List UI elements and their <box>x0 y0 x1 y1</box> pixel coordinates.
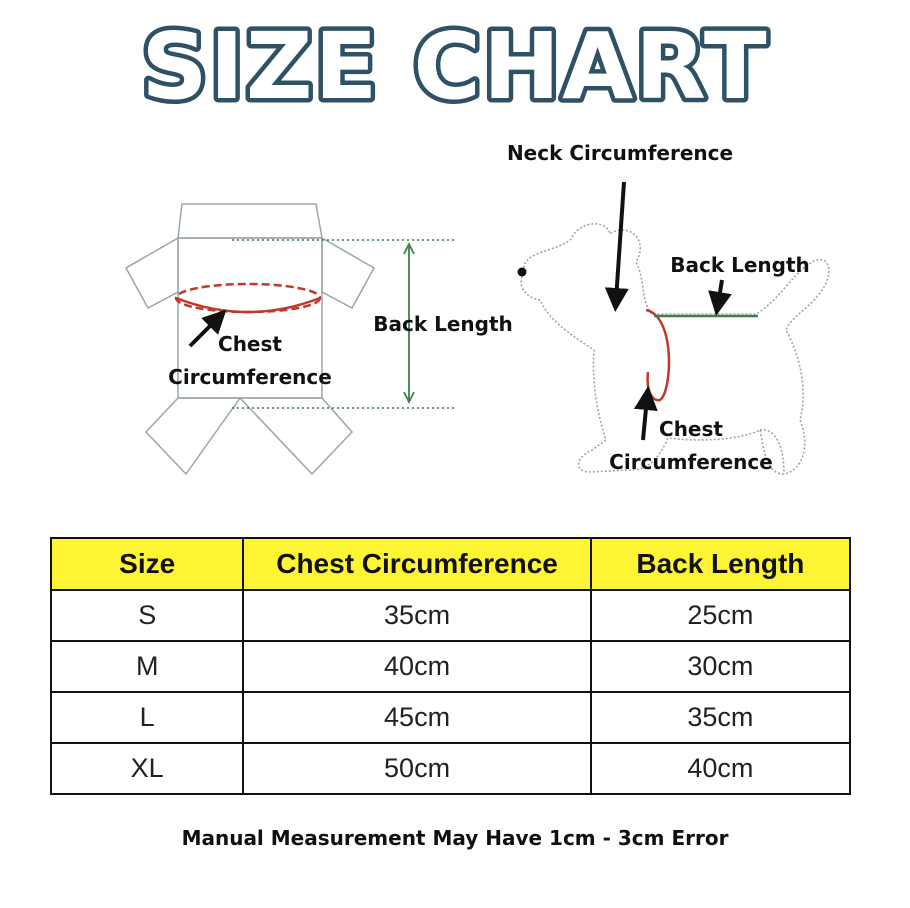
measurement-note: Manual Measurement May Have 1cm - 3cm Error <box>181 826 729 850</box>
cell-chest: 35cm <box>243 590 590 641</box>
garment-chest-label-line2: Circumference <box>168 365 332 389</box>
garment-illustration <box>126 204 374 474</box>
cell-back: 25cm <box>591 590 850 641</box>
header-size: Size <box>51 538 243 590</box>
dog-chest-label-line2: Circumference <box>609 450 773 474</box>
cell-back: 30cm <box>591 641 850 692</box>
cell-back: 35cm <box>591 692 850 743</box>
dog-back-length-label: Back Length <box>670 253 810 277</box>
size-table <box>50 537 851 795</box>
dog-neck-arrow <box>616 182 624 300</box>
table-header-row <box>51 538 850 590</box>
cell-back: 40cm <box>591 743 850 794</box>
dog-chest-arrow <box>643 398 647 440</box>
header-chest-circumference: Chest Circumference <box>243 538 590 590</box>
dog-illustration <box>521 224 829 474</box>
table-row <box>51 692 850 743</box>
garment-back-length-label: Back Length <box>373 312 513 336</box>
garment-chest-line <box>176 284 320 312</box>
dog-eye <box>518 268 527 277</box>
page-title <box>0 10 910 110</box>
table-row <box>51 641 850 692</box>
dog-chest-ring <box>646 310 669 400</box>
cell-size: L <box>51 692 243 743</box>
dog-chest-label-line1: Chest <box>659 417 723 441</box>
cell-chest: 45cm <box>243 692 590 743</box>
cell-chest: 40cm <box>243 641 590 692</box>
dog-back-arrow <box>718 280 722 304</box>
garment-chest-label-line1: Chest <box>218 332 282 356</box>
cell-chest: 50cm <box>243 743 590 794</box>
table-row <box>51 743 850 794</box>
table-row <box>51 590 850 641</box>
cell-size: XL <box>51 743 243 794</box>
cell-size: M <box>51 641 243 692</box>
cell-size: S <box>51 590 243 641</box>
dog-neck-label: Neck Circumference <box>506 141 734 165</box>
title-text: SIZE CHART <box>141 13 769 110</box>
header-back-length: Back Length <box>591 538 850 590</box>
garment-chest-arrow <box>190 318 218 346</box>
